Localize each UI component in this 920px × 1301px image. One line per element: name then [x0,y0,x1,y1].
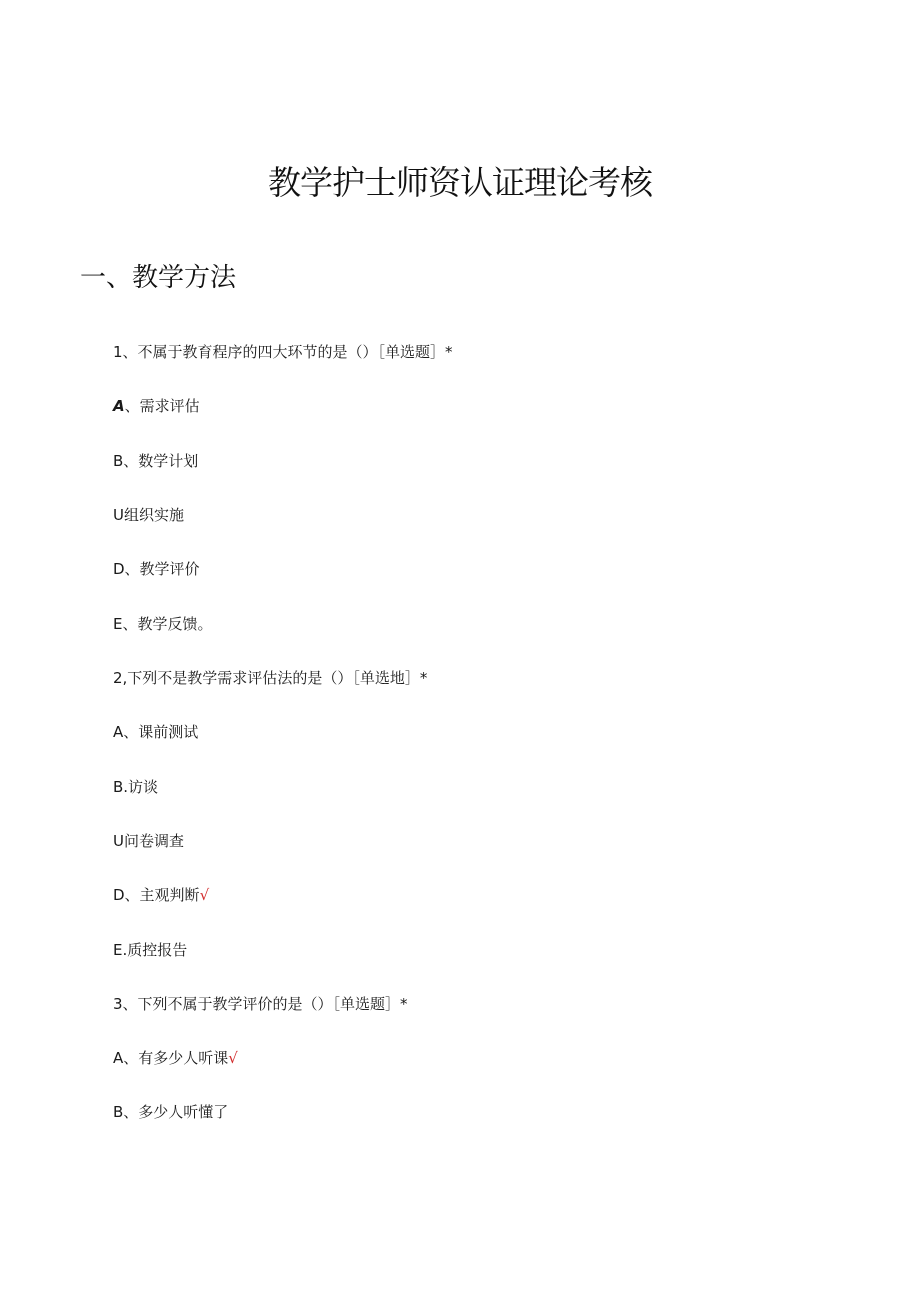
option-text: A、课前测试 [113,723,199,741]
option-a [113,720,198,744]
option-text: B.访谈 [113,778,159,796]
option-text: U问卷调查 [113,832,184,850]
option-d [113,883,209,907]
option-text: D、主观判断 [113,886,200,904]
question-1 [113,340,453,364]
option-c [113,503,184,527]
section-heading: 一、教学方法 [80,263,237,293]
question-3 [113,992,408,1016]
correct-check-mark: √ [199,886,210,904]
option-b [113,449,198,473]
option-text: 、需求评估 [124,397,200,415]
option-b [113,775,158,799]
option-text: E、教学反馈。 [113,615,213,633]
option-text: D、教学评价 [113,560,200,578]
option-letter: A [113,397,125,415]
option-text: U组织实施 [113,506,184,524]
option-text: E.质控报告 [113,941,188,959]
option-e [113,612,212,636]
option-a [113,1046,238,1070]
question-2 [113,666,427,690]
option-c [113,829,184,853]
question-text: 2,下列不是教学需求评估法的是（）［单选地］* [113,669,428,687]
option-text: B、数学计划 [113,452,199,470]
option-d [113,557,200,581]
question-text: 3、下列不属于教学评价的是（）［单选题］* [113,995,408,1013]
option-e [113,938,187,962]
option-text: A、有多少人听课 [113,1049,229,1067]
option-text: B、多少人听懂了 [113,1103,229,1121]
option-b [113,1100,228,1124]
document-title: 教学护士师资认证理论考核 [268,163,652,202]
correct-check-mark: √ [228,1049,238,1067]
question-text: 1、不属于教育程序的四大环节的是（）［单选题］* [113,343,453,361]
option-a [113,394,200,418]
